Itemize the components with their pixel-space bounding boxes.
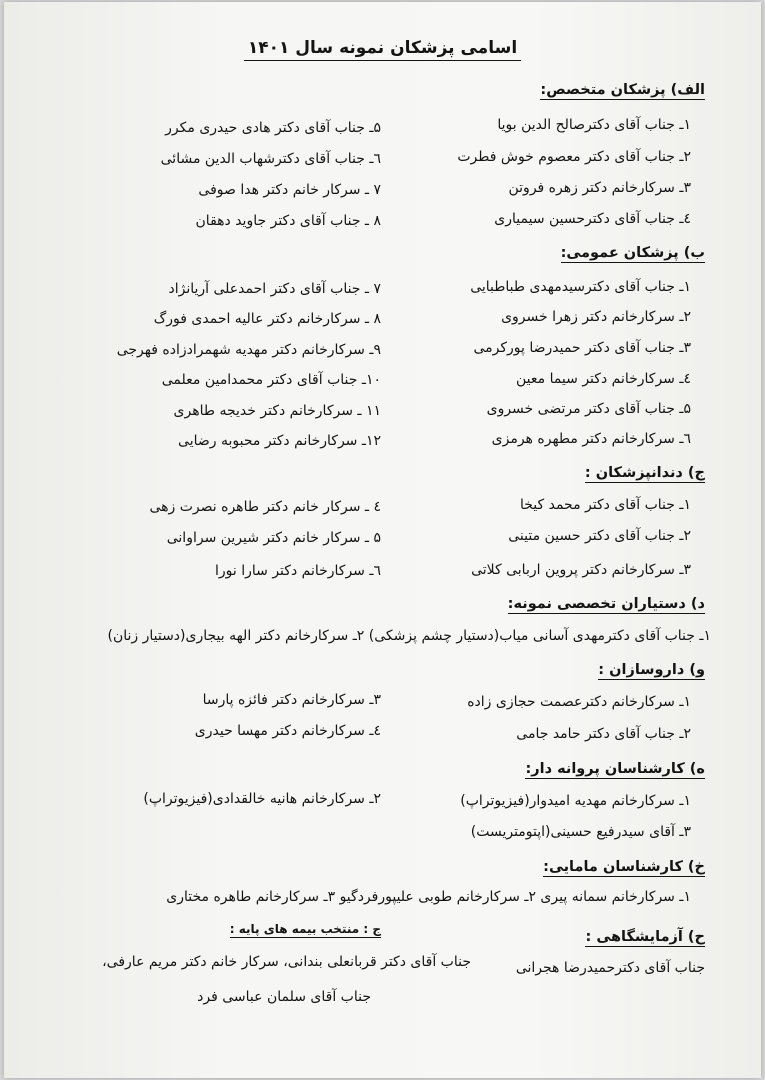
heading-general: ب) پزشکان عمومی: (560, 245, 705, 261)
list-item: ۱ـ جناب آقای دکترمهدی آسانی میاب(دستیار چشم پزشکی) ۲ـ سرکارخانم دکتر الهه بیجاری(دستیار زنان) (107, 628, 711, 644)
list-item: ۸ ـ سرکارخانم دکتر عالیه احمدی فورگ (153, 311, 381, 327)
heading-dentists: ج) دندانپزشکان : (584, 465, 705, 481)
list-item: ٤ـ سرکارخانم دکتر مهسا حیدری (194, 723, 381, 739)
heading-midwives: خ) کارشناسان مامایی: (543, 859, 705, 875)
list-item: ۳ـ سرکارخانم دکتر پروین اربابی کلاتی (471, 562, 691, 578)
list-item: ۷ ـ سرکار خانم دکتر هدا صوفی (198, 182, 381, 198)
list-item: ٦ـ سرکارخانم دکتر سارا نورا (215, 563, 381, 579)
list-item: ۱ـ جناب آقای دکترسیدمهدی طباطبایی (470, 279, 691, 295)
list-item: ٤ـ جناب آقای دکترحسین سیمیاری (494, 211, 691, 227)
list-item: ۳ـ سرکارخانم دکتر زهره فروتن (508, 180, 691, 196)
list-item: ۲ـ سرکارخانم هانیه خالقدادی(فیزیوتراپ) (143, 791, 381, 807)
document-page (4, 2, 761, 1078)
list-item: ٦ـ سرکارخانم دکتر مطهره هرمزی (491, 431, 691, 447)
list-item: ۱ـ جناب آقای دکترصالح الدین بویا (497, 117, 691, 133)
heading-labs: ح) آزمایشگاهی : (585, 929, 705, 945)
heading-pharmacists: و) داروسازان : (598, 662, 705, 678)
list-item: ۲ـ جناب آقای دکتر حسین متینی (508, 528, 691, 544)
list-item: ۸ ـ جناب آقای دکتر جاوید دهقان (195, 213, 381, 229)
list-item: ٤ـ سرکارخانم دکتر سیما معین (515, 371, 691, 387)
list-item: جناب آقای دکترحمیدرضا هجرانی (515, 960, 705, 976)
list-item: ۱۱ ـ سرکارخانم دکتر خدیجه طاهری (173, 403, 381, 419)
list-item: ۳ـ جناب آقای دکتر حمیدرضا پورکرمی (473, 340, 691, 356)
list-item: جناب آقای دکتر قربانعلی بندانی، سرکار خانم دکتر مریم عارفی، (102, 954, 471, 970)
list-item: ۱۲ـ سرکارخانم دکتر محبوبه رضایی (178, 433, 381, 449)
heading-residents: د) دستیاران تخصصی نمونه: (507, 596, 705, 612)
list-item: ۷ ـ جناب آقای دکتر احمدعلی آریانژاد (168, 281, 381, 297)
list-item: ۱۰ـ جناب آقای دکتر محمدامین معلمی (161, 372, 381, 388)
list-item: ۵ـ جناب آقای دکتر هادی حیدری مکرر (165, 120, 381, 136)
list-item: ۹ـ سرکارخانم دکتر مهدیه شهمرادزاده فهرجی (116, 342, 381, 358)
list-item: ٤ ـ سرکار خانم دکتر طاهره نصرت زهی (149, 499, 381, 515)
page-title: اسامی پزشکان نمونه سال ۱۴۰۱ (4, 38, 761, 58)
list-item: ۲ـ سرکارخانم دکتر زهرا خسروی (501, 309, 691, 325)
list-item: ۱ـ جناب آقای دکتر محمد کیخا (519, 497, 691, 513)
list-item: ۱ـ سرکارخانم مهدیه امیدوار(فیزیوتراپ) (460, 793, 691, 809)
list-item: ۵ ـ سرکار خانم دکتر شیرین سراوانی (166, 530, 381, 546)
list-item: ۲ـ جناب آقای دکتر معصوم خوش فطرت (457, 149, 691, 165)
list-item: جناب آقای سلمان عباسی فرد (197, 989, 371, 1005)
list-item: ۲ـ جناب آقای دکتر حامد جامی (516, 726, 691, 742)
list-item: ۳ـ سرکارخانم دکتر فائزه پارسا (202, 692, 381, 708)
list-item: ۳ـ آقای سیدرفیع حسینی(اپتومتریست) (470, 824, 691, 840)
list-item: ۱ـ سرکارخانم سمانه پیری ۲ـ سرکارخانم طوبی علیپورفردگیو ۳ـ سرکارخانم طاهره مختاری (166, 889, 691, 905)
heading-specialists: الف) پزشکان متخصص: (540, 82, 705, 98)
list-item: ۵ـ جناب آقای دکتر مرتضی خسروی (486, 401, 691, 417)
heading-insurance: ج : منتخب بیمه های پایه : (229, 922, 381, 936)
heading-licensed-experts: ه) کارشناسان پروانه دار: (525, 761, 705, 777)
list-item: ۱ـ سرکارخانم دکترعصمت حجازی زاده (467, 694, 691, 710)
list-item: ٦ـ جناب آقای دکترشهاب الدین مشائی (160, 151, 381, 167)
